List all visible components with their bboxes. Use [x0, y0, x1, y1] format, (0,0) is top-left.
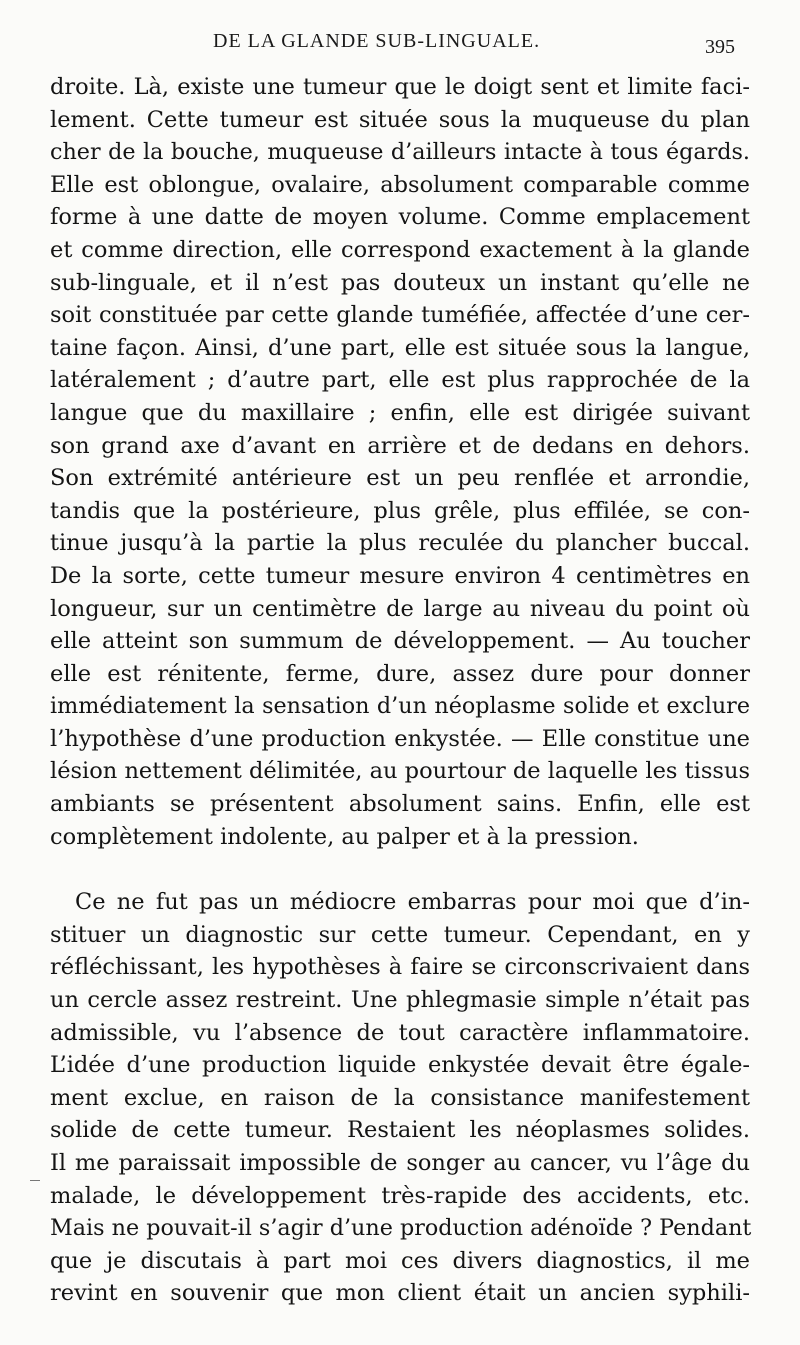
margin-mark: [30, 1180, 40, 1181]
text-line: revint en souvenir que mon client était un ancien syphili-: [50, 1280, 750, 1307]
text-line: ambiants se présentent absolument sains. Enfin, elle est: [50, 791, 750, 818]
paragraph: [50, 886, 750, 1310]
text-line: complètement indolente, au palper et à la pression.: [50, 823, 639, 850]
text-line: tandis que la postérieure, plus grêle, plus effilée, se con-: [50, 497, 750, 524]
text-line: solide de cette tumeur. Restaient les néoplasmes solides.: [50, 1117, 750, 1144]
text-line: elle est rénitente, ferme, dure, assez dure pour donner: [50, 660, 750, 687]
running-head: [0, 30, 800, 60]
text-line: langue que du maxillaire ; enfin, elle est dirigée suivant: [50, 399, 750, 426]
text-line: lement. Cette tumeur est située sous la muqueuse du plan: [50, 106, 750, 133]
text-line: lésion nettement délimitée, au pourtour de laquelle les tissus: [50, 758, 750, 785]
running-head-title: DE LA GLANDE SUB-LINGUALE.: [213, 30, 541, 52]
text-line: que je discutais à part moi ces divers diagnostics, il me: [50, 1247, 750, 1274]
text-line: stituer un diagnostic sur cette tumeur. Cependant, en y: [50, 921, 750, 948]
text-line: latéralement ; d’autre part, elle est plus rapprochée de la: [50, 367, 750, 394]
text-line: cher de la bouche, muqueuse d’ailleurs intacte à tous égards.: [50, 139, 750, 166]
text-line: De la sorte, cette tumeur mesure environ 4 centimètres en: [50, 562, 750, 589]
text-line: malade, le développement très-rapide des accidents, etc.: [50, 1182, 750, 1209]
text-line: droite. Là, existe une tumeur que le doigt sent et limite faci-: [50, 74, 750, 100]
text-line: longueur, sur un centimètre de large au niveau du point où: [50, 595, 750, 622]
text-line: admissible, vu l’absence de tout caractère inflammatoire.: [50, 1019, 750, 1046]
paragraph-gap: [50, 853, 750, 886]
page-number: 395: [705, 36, 735, 58]
body-text: [50, 71, 750, 1310]
paragraph: [50, 71, 750, 853]
text-line: réfléchissant, les hypothèses à faire se circonscrivaient dans: [50, 954, 750, 981]
text-line: ment exclue, en raison de la consistance manifestement: [50, 1084, 750, 1111]
text-line: taine façon. Ainsi, d’une part, elle est située sous la langue,: [50, 334, 750, 361]
text-line: son grand axe d’avant en arrière et de dedans en dehors.: [50, 432, 750, 459]
text-line: immédiatement la sensation d’un néoplasme solide et exclure: [50, 693, 750, 720]
text-line: l’hypothèse d’une production enkystée. — Elle constitue une: [50, 725, 750, 752]
text-line: soit constituée par cette glande tuméfiée, affectée d’une cer-: [50, 302, 750, 329]
text-line: Ce ne fut pas un médiocre embarras pour moi que d’in-: [75, 889, 750, 916]
text-line: forme à une datte de moyen volume. Comme emplacement: [50, 204, 750, 231]
text-line: tinue jusqu’à la partie la plus reculée du plancher buccal.: [50, 530, 750, 557]
text-line: Il me paraissait impossible de songer au cancer, vu l’âge du: [50, 1150, 750, 1176]
text-line: un cercle assez restreint. Une phlegmasie simple n’était pas: [50, 987, 750, 1014]
text-line: Son extrémité antérieure est un peu renflée et arrondie,: [50, 465, 750, 492]
text-line: elle atteint son summum de développement. — Au toucher: [50, 628, 750, 655]
text-line: et comme direction, elle correspond exactement à la glande: [50, 236, 750, 263]
text-line: L’idée d’une production liquide enkystée devait être égale-: [50, 1052, 750, 1079]
text-line: Elle est oblongue, ovalaire, absolument comparable comme: [50, 171, 750, 198]
text-line: Mais ne pouvait-il s’agir d’une production adénoïde ? Pendant: [50, 1215, 752, 1242]
text-line: sub-linguale, et il n’est pas douteux un instant qu’elle ne: [50, 269, 750, 296]
